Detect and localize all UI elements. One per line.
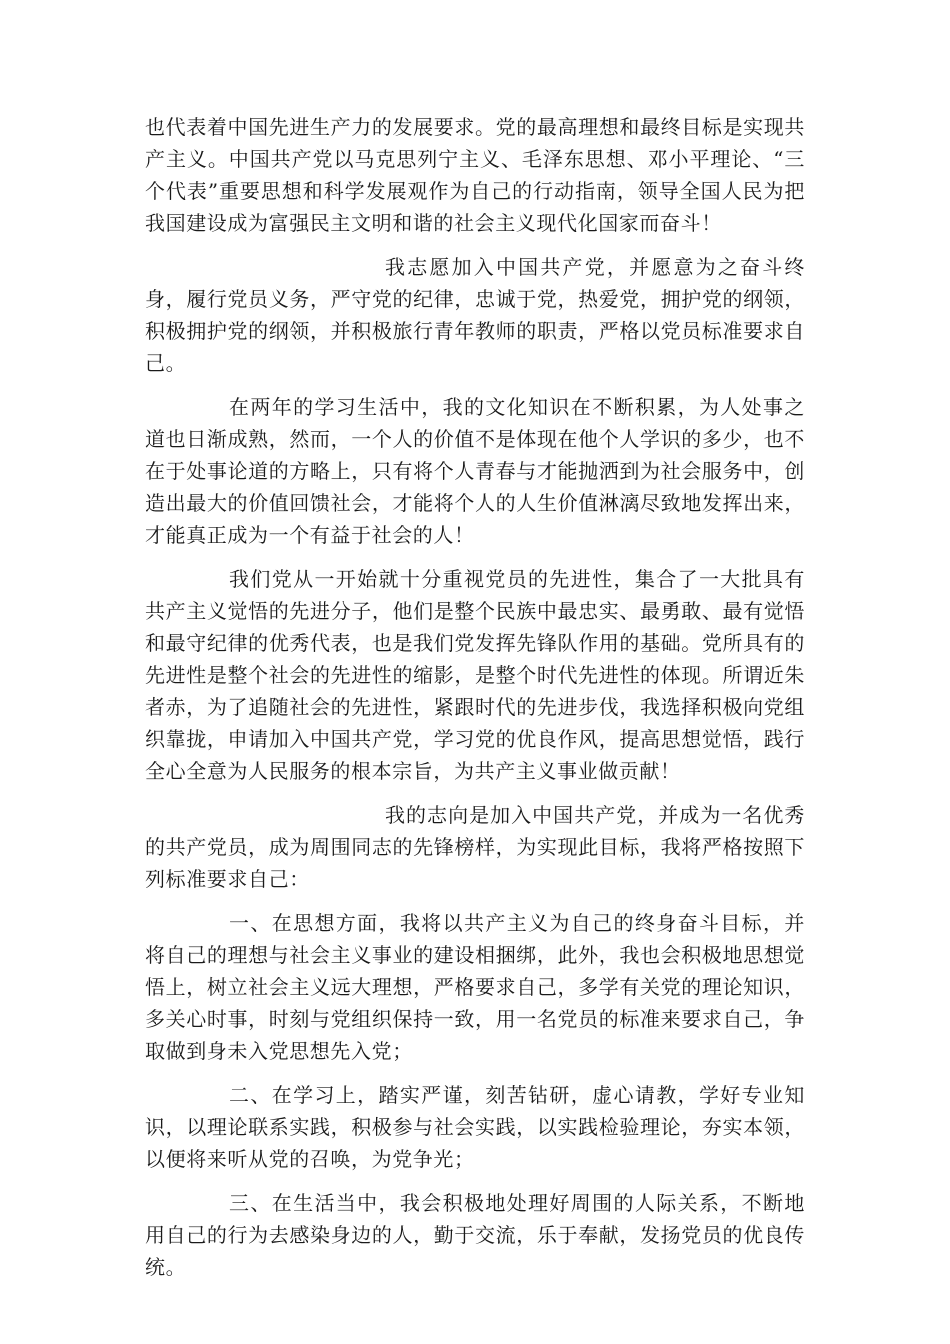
paragraph-7: 二、在学习上，踏实严谨，刻苦钻研，虚心请教，学好专业知识，以理论联系实践，积极参与社会实践，以实践检验理论，夯实本领，以便将来听从党的召唤，为党争光； [145,1083,805,1171]
paragraph-2: 我志愿加入中国共产党，并愿意为之奋斗终身，履行党员义务，严守党的纪律，忠诚于党，热爱党，拥护党的纲领，积极拥护党的纲领，并积极旅行青年教师的职责，严格以党员标准要求自己。 [145,255,805,375]
paragraph-4: 我们党从一开始就十分重视党员的先进性，集合了一大批具有共产主义觉悟的先进分子，他们是整个民族中最忠实、最勇敢、最有觉悟和最守纪律的优秀代表，也是我们党发挥先锋队作用的基础。党所具有的先进性是整个社会的先进性的缩影，是整个时代先进性的体现。所谓近朱者赤，为了追随社会的先进性，紧跟时代的先进步伐，我选择积极向党组织靠拢，申请加入中国共产党，学习党的优良作风，提高思想觉悟，践行全心全意为人民服务的根本宗旨，为共产主义事业做贡献！ [145,567,805,783]
paragraph-8: 三、在生活当中，我会积极地处理好周围的人际关系，不断地用自己的行为去感染身边的人，勤于交流，乐于奉献，发扬党员的优良传统。 [145,1191,805,1279]
paragraph-3: 在两年的学习生活中，我的文化知识在不断积累，为人处事之道也日渐成熟，然而，一个人的价值不是体现在他个人学识的多少，也不在于处事论道的方略上，只有将个人青春与才能抛洒到为社会服务中，创造出最大的价值回馈社会，才能将个人的人生价值淋漓尽致地发挥出来，才能真正成为一个有益于社会的人！ [145,395,805,547]
paragraph-6: 一、在思想方面，我将以共产主义为自己的终身奋斗目标，并将自己的理想与社会主义事业的建设相捆绑，此外，我也会积极地思想觉悟上，树立社会主义远大理想，严格要求自己，多学有关党的理论知识，多关心时事，时刻与党组织保持一致，用一名党员的标准来要求自己，争取做到身未入党思想先入党； [145,911,805,1063]
document-body [145,111,805,1295]
paragraph-5: 我的志向是加入中国共产党，并成为一名优秀的共产党员，成为周围同志的先锋榜样，为实现此目标，我将严格按照下列标准要求自己： [145,803,805,891]
paragraph-1: 也代表着中国先进生产力的发展要求。党的最高理想和最终目标是实现共产主义。中国共产党以马克思列宁主义、毛泽东思想、邓小平理论、“三个代表”重要思想和科学发展观作为自己的行动指南，领导全国人民为把我国建设成为富强民主文明和谐的社会主义现代化国家而奋斗！ [145,115,805,235]
